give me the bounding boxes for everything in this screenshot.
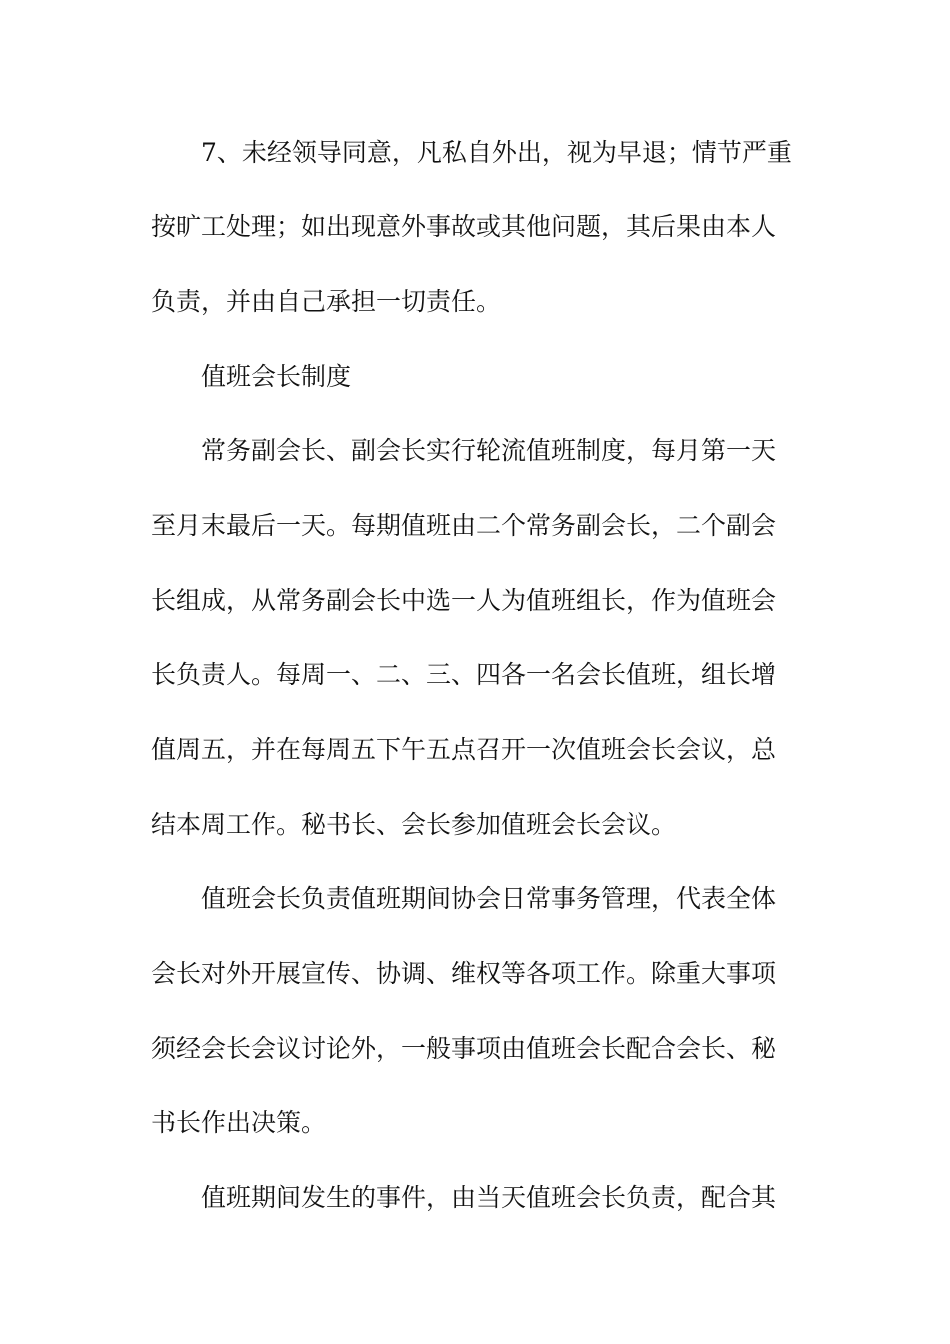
text-line: 负责，并由自己承担一切责任。 <box>151 287 502 316</box>
section-heading: 值班会长制度 <box>201 362 352 391</box>
text-line: 结本周工作。秘书长、会长参加值班会长会议。 <box>151 810 677 839</box>
text-line: 7、未经领导同意，凡私自外出，视为早退；情节严重 <box>201 138 792 167</box>
text-line: 按旷工处理；如出现意外事故或其他问题，其后果由本人 <box>151 212 777 241</box>
text-line: 值周五，并在每周五下午五点召开一次值班会长会议，总 <box>151 735 777 764</box>
text-line: 书长作出决策。 <box>151 1108 327 1137</box>
text-line: 值班期间发生的事件，由当天值班会长负责，配合其 <box>201 1183 777 1212</box>
text-line: 须经会长会议讨论外，一般事项由值班会长配合会长、秘 <box>151 1034 777 1063</box>
text-line: 值班会长负责值班期间协会日常事务管理，代表全体 <box>201 884 777 913</box>
text-line: 至月末最后一天。每期值班由二个常务副会长，二个副会 <box>151 511 777 540</box>
text-line: 长负责人。每周一、二、三、四各一名会长值班，组长增 <box>151 660 777 689</box>
text-line: 常务副会长、副会长实行轮流值班制度，每月第一天 <box>201 436 777 465</box>
text-line: 长组成，从常务副会长中选一人为值班组长，作为值班会 <box>151 586 777 615</box>
text-line: 会长对外开展宣传、协调、维权等各项工作。除重大事项 <box>151 959 777 988</box>
